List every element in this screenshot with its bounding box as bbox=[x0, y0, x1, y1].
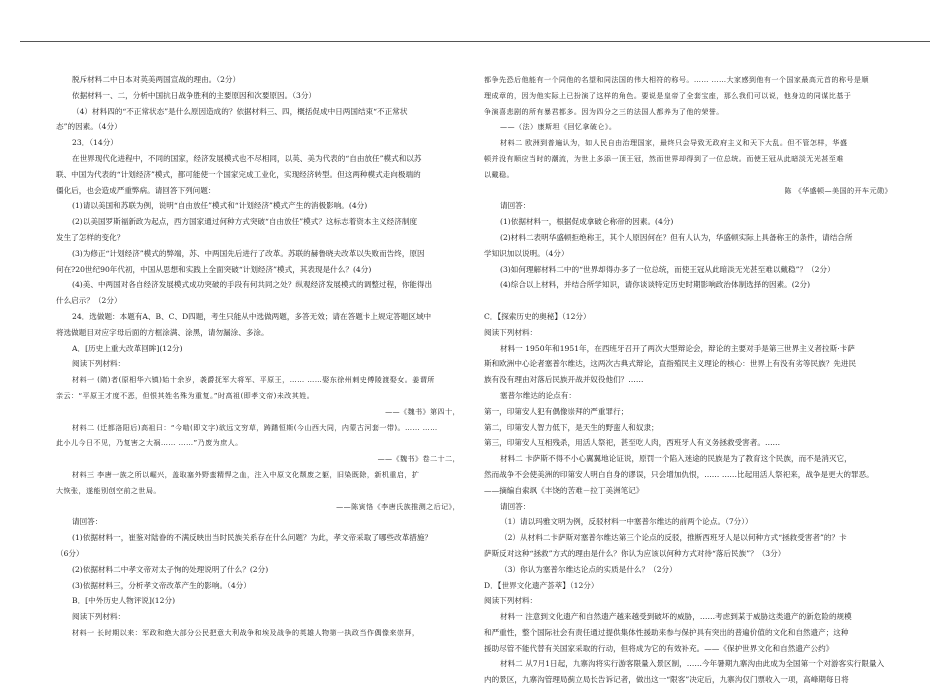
text-line: B．[中外历史人物评说](12分) bbox=[72, 596, 176, 606]
header-rule bbox=[20, 41, 930, 42]
text-line: 请回答： bbox=[500, 501, 531, 511]
text-line: A．[历史上重大改革回眸](12分) bbox=[72, 343, 183, 353]
text-line: C．【探索历史的奥秘】（12分） bbox=[484, 311, 591, 321]
text-line bbox=[484, 293, 902, 309]
text-line: 援助尽管不能代替有关国家采取的行动，但将成为它的有效补充。——《保护世界文化和自然遗产公约》 bbox=[484, 643, 834, 653]
text-line: 此小儿今日不见，乃复害之大祸…… ……”乃废为庶人。 bbox=[56, 438, 243, 448]
text-line: 第三，印第安人互相残杀，用活人祭祀，甚至吃人肉，西班牙人有义务拯救受害者。…… bbox=[484, 438, 781, 448]
text-line: D．【世界文化遗产荟萃】（12分） bbox=[484, 580, 599, 590]
text-line: 23．（14分） bbox=[72, 138, 118, 148]
text-line: 材料二 欧洲到普遍认为，如人民自由治理国家，最终只会导致无政府主义和天下大乱。但不管怎样，华盛 bbox=[500, 138, 848, 148]
text-line: 争演喜悲剧的所有暴君都多。因为四分之三的法国人都养为了他的荣誉。 bbox=[484, 106, 724, 116]
text-line: (1)依据材料一，崔鉴对陆眷的不满反映出当时民族关系存在什么问题？为此，孝文帝采取了哪些改革措施？ bbox=[72, 533, 433, 543]
text-line: 阅读下列材料： bbox=[484, 596, 538, 606]
text-line: 什么启示？（2分） bbox=[56, 296, 122, 306]
text-line: 以戴稳。 bbox=[484, 169, 514, 179]
text-line: 材料一 (隋)者(原相华六镇)始十余岁，袭爵抚军大将军、平原王，…… ……娶东徐州刺史傅陵渡娶女。姜谓所 bbox=[72, 375, 435, 385]
text-line: 阅读下列材料： bbox=[484, 327, 538, 337]
text-line: 请回答： bbox=[72, 517, 103, 527]
text-line: 在世界现代化进程中，不同的国家，经济发展模式也不尽相同，以英、美为代表的“自由放任”模式和以苏 bbox=[72, 153, 422, 163]
text-line: 脱斥材料二中日本对英美两国宣战的理由。（2分） bbox=[72, 75, 241, 84]
text-line: 何在?20世纪90年代初，中国从思想和实践上全面突破“计划经济”模式，其表现是什么？(4分) bbox=[56, 264, 372, 274]
text-line: 材料一 长时期以来：军政和绝大部分公民把意大利战争和埃及战争的英雄人物第一执政当作偶像来崇拜， bbox=[72, 627, 420, 637]
text-line: 材料一 注意到文化遗产和自然遗产越来越受到破坏的威胁，……考虑到某于威胁这类遗产的新危险的规模 bbox=[500, 612, 852, 622]
text-line: 内的景区，九寨沟管理局蓟立局长告诉记者，做出这一“限客”决定后，九寨沟仅门票收入一项，高峰期每日将 bbox=[484, 675, 849, 685]
text-line: (1)依据材料一，根据促成拿破仑称帝的因素。(4分) bbox=[500, 217, 674, 227]
text-line: (4)美、中两国对各自经济发展模式成功突破的手段有何共同之处？纵观经济发展模式的调整过程，你能得出 bbox=[72, 280, 433, 290]
text-line: 塞普尔维达的论点有： bbox=[500, 390, 576, 400]
text-line: ——陈寅恪《李唐氏族推测之后记》， bbox=[336, 501, 460, 511]
text-line: 理成章的，因为他实际上已扮演了这样的角色。要说是皇帝了全套宝座，那么我们可以说，他身边的同谋比基于 bbox=[484, 90, 852, 100]
text-line: ——（法）康斯坦《回忆拿破仑》。 bbox=[500, 122, 617, 132]
text-line: 发生了怎样的变化？ bbox=[56, 232, 125, 242]
text-line: 然而战争不会使美洲的印第安人明白自身的谬误，只会增加仇恨，…… ……比起用活人祭祀来，战争是更大的罪恶。 bbox=[484, 469, 874, 479]
text-line: 陈 《华盛顿—美国的开车元勋》 bbox=[784, 185, 892, 195]
text-line: 都争先恐后他能有一个同他的名望和同法国的伟大相符的称号。…… ……大家感到他有一个国家最高元首的称号是顺 bbox=[484, 75, 869, 84]
text-line: 材料二 (迁都洛阳后)高祖曰：“今啮(即文字)欲远文穷草，踌躇恒斯(今山西大同，内蒙古河套一带)。…… …… bbox=[72, 422, 438, 432]
text-line: 族有没有理由对落后民族开战并奴役他们？…… bbox=[484, 375, 644, 385]
text-line: 联、中国为代表的“计划经济”模式，都可能使一个国家完成工业化，实现经济转型。但这两种模式走向极端的 bbox=[56, 169, 421, 179]
text-line: (1)请以美国和苏联为例，说明“自由放任”模式和“计划经济”模式产生的消极影响。(4分) bbox=[72, 201, 368, 211]
left-column bbox=[56, 72, 470, 641]
text-line: （1）请以玛雅文明为例，反驳材料一中塞普尔维达的前两个论点。（7分）） bbox=[500, 517, 753, 527]
text-line: 请回答： bbox=[500, 201, 531, 211]
text-line: 第一，印第安人犯有偶像崇拜的严重罪行； bbox=[484, 406, 629, 416]
text-line: 24．选做题：本题有A、B、C、D四题，考生只能从中选做两题，多答无效；请在答题卡上规定答题区域中 bbox=[72, 311, 432, 321]
text-line: 材料一 1950年和1951年，在西班牙召开了两次大型辩论会，辩论的主要对手是第三世界主义者拉斯·卡萨 bbox=[500, 343, 855, 353]
text-line: 第二，印第安人智力低下，是天生的野蛮人和奴隶； bbox=[484, 422, 659, 432]
text-line: (2)材料二表明华盛顿拒绝称王，其个人原因何在？但有人认为，华盛顿实际上具备称王的条件，请结合所 bbox=[500, 232, 853, 242]
text-line: 顿并没有顺应当时的潮流，为世上多添一顶王冠，然而世界却得到了一位总统。而使王冠从此暗淡无光甚至难 bbox=[484, 153, 844, 163]
text-line: 将选做题目对应字母后面的方框涂满、涂黑，请勿漏涂、多涂。 bbox=[56, 327, 269, 337]
text-line: 僵化后，也会造成严重弊病。请回答下列问题： bbox=[56, 185, 216, 195]
text-line: ——《魏书》第四十， bbox=[385, 406, 460, 416]
text-line: 学知识加以说明。（4分） bbox=[484, 248, 569, 258]
text-line: (2)以美国罗斯福新政为起点，西方国家通过何种方式突破“自由放任”模式？这标志着资本主义经济制度 bbox=[72, 217, 418, 227]
text-line: ——摘编自索飒《丰饶的苦难－拉丁美洲笔记》 bbox=[484, 485, 644, 495]
text-line: (2)依据材料二中孝文帝对太子恂的处理说明了什么？(2分) bbox=[72, 564, 269, 574]
text-line: 亲云：“平原王才度不恶，但恨其姓名殊为重复。”时高祖(即孝文帝)未改其姓。 bbox=[56, 390, 315, 400]
text-line: (3)如何理解材料二中的“世界却得办多了一位总统，而使王冠从此暗淡无光甚至难以戴稳”？（2分） bbox=[500, 264, 835, 274]
text-line: 萨斯反对这种“拯救”方式的理由是什么？你认为应该以何种方式对待“落后民族”？（3分） bbox=[484, 548, 786, 558]
text-line: 和严重性，整个国际社会有责任通过提供集体性援助来参与保护具有突出的普遍价值的文化和自然遗产；这种 bbox=[484, 627, 849, 637]
text-line: 材料三 李唐一族之所以崛兴，盖取塞外野蛮精悍之血，注入中原文化颓废之躯，旧染既除，新机重启，扩 bbox=[72, 469, 420, 479]
text-line: 材料二 从7月1日起，九寨沟将实行游客限量入景区制，……今年暑期九寨沟由此成为全国第一个对游客实行限量入 bbox=[500, 659, 885, 669]
text-line: 材料二 卡萨斯不得不小心翼翼地论证说，原罚一个陷入迷途的民族是为了教育这个民族，而不是消灭它， bbox=[500, 454, 852, 464]
text-line: （4）材料四的“不正常状态”是什么原因造成的？依据材料三、四，概括促成中日两国结束“不正常状 bbox=[72, 106, 408, 116]
text-line: （3）你认为塞普尔维达论点的实质是什么？（2分） bbox=[500, 564, 677, 574]
text-line: 阅读下列材料： bbox=[72, 359, 126, 369]
text-line: ——《魏书》卷二十二， bbox=[377, 454, 460, 464]
text-line: 依据材料一、二，分析中国抗日战争胜利的主要原因和次要原因。（3分） bbox=[72, 90, 317, 100]
text-line: (3)依据材料三，分析孝文帝改革产生的影响。（4分） bbox=[72, 580, 251, 590]
right-column bbox=[484, 72, 902, 688]
text-line: 阅读下列材料： bbox=[72, 612, 126, 622]
text-line: 态”的因素。（4分） bbox=[56, 122, 122, 132]
text-line: (4)综合以上材料，并结合所学知识，请你谈谈特定历史时期影响政治体制选择的因素。(2分) bbox=[500, 280, 811, 290]
text-line: 大恢张，遂能别创空前之世局。 bbox=[56, 485, 161, 495]
text-line: 斯和欧洲中心论者塞普尔维达，这两次古典式辩论，直指殖民主义理论的核心：世界上有没有劣等民族？先进民 bbox=[484, 359, 857, 369]
text-line: (3)为修正“计划经济”模式的弊端，苏、中两国先后进行了改革。苏联的赫鲁晓夫改革以失败而告终，原因 bbox=[72, 248, 425, 258]
text-line: （2）从材料二卡萨斯对塞普尔维达第三个论点的反驳，推断西班牙人是以何种方式“拯救受害者”的？卡 bbox=[500, 533, 847, 543]
text-line: （6分） bbox=[56, 548, 84, 558]
